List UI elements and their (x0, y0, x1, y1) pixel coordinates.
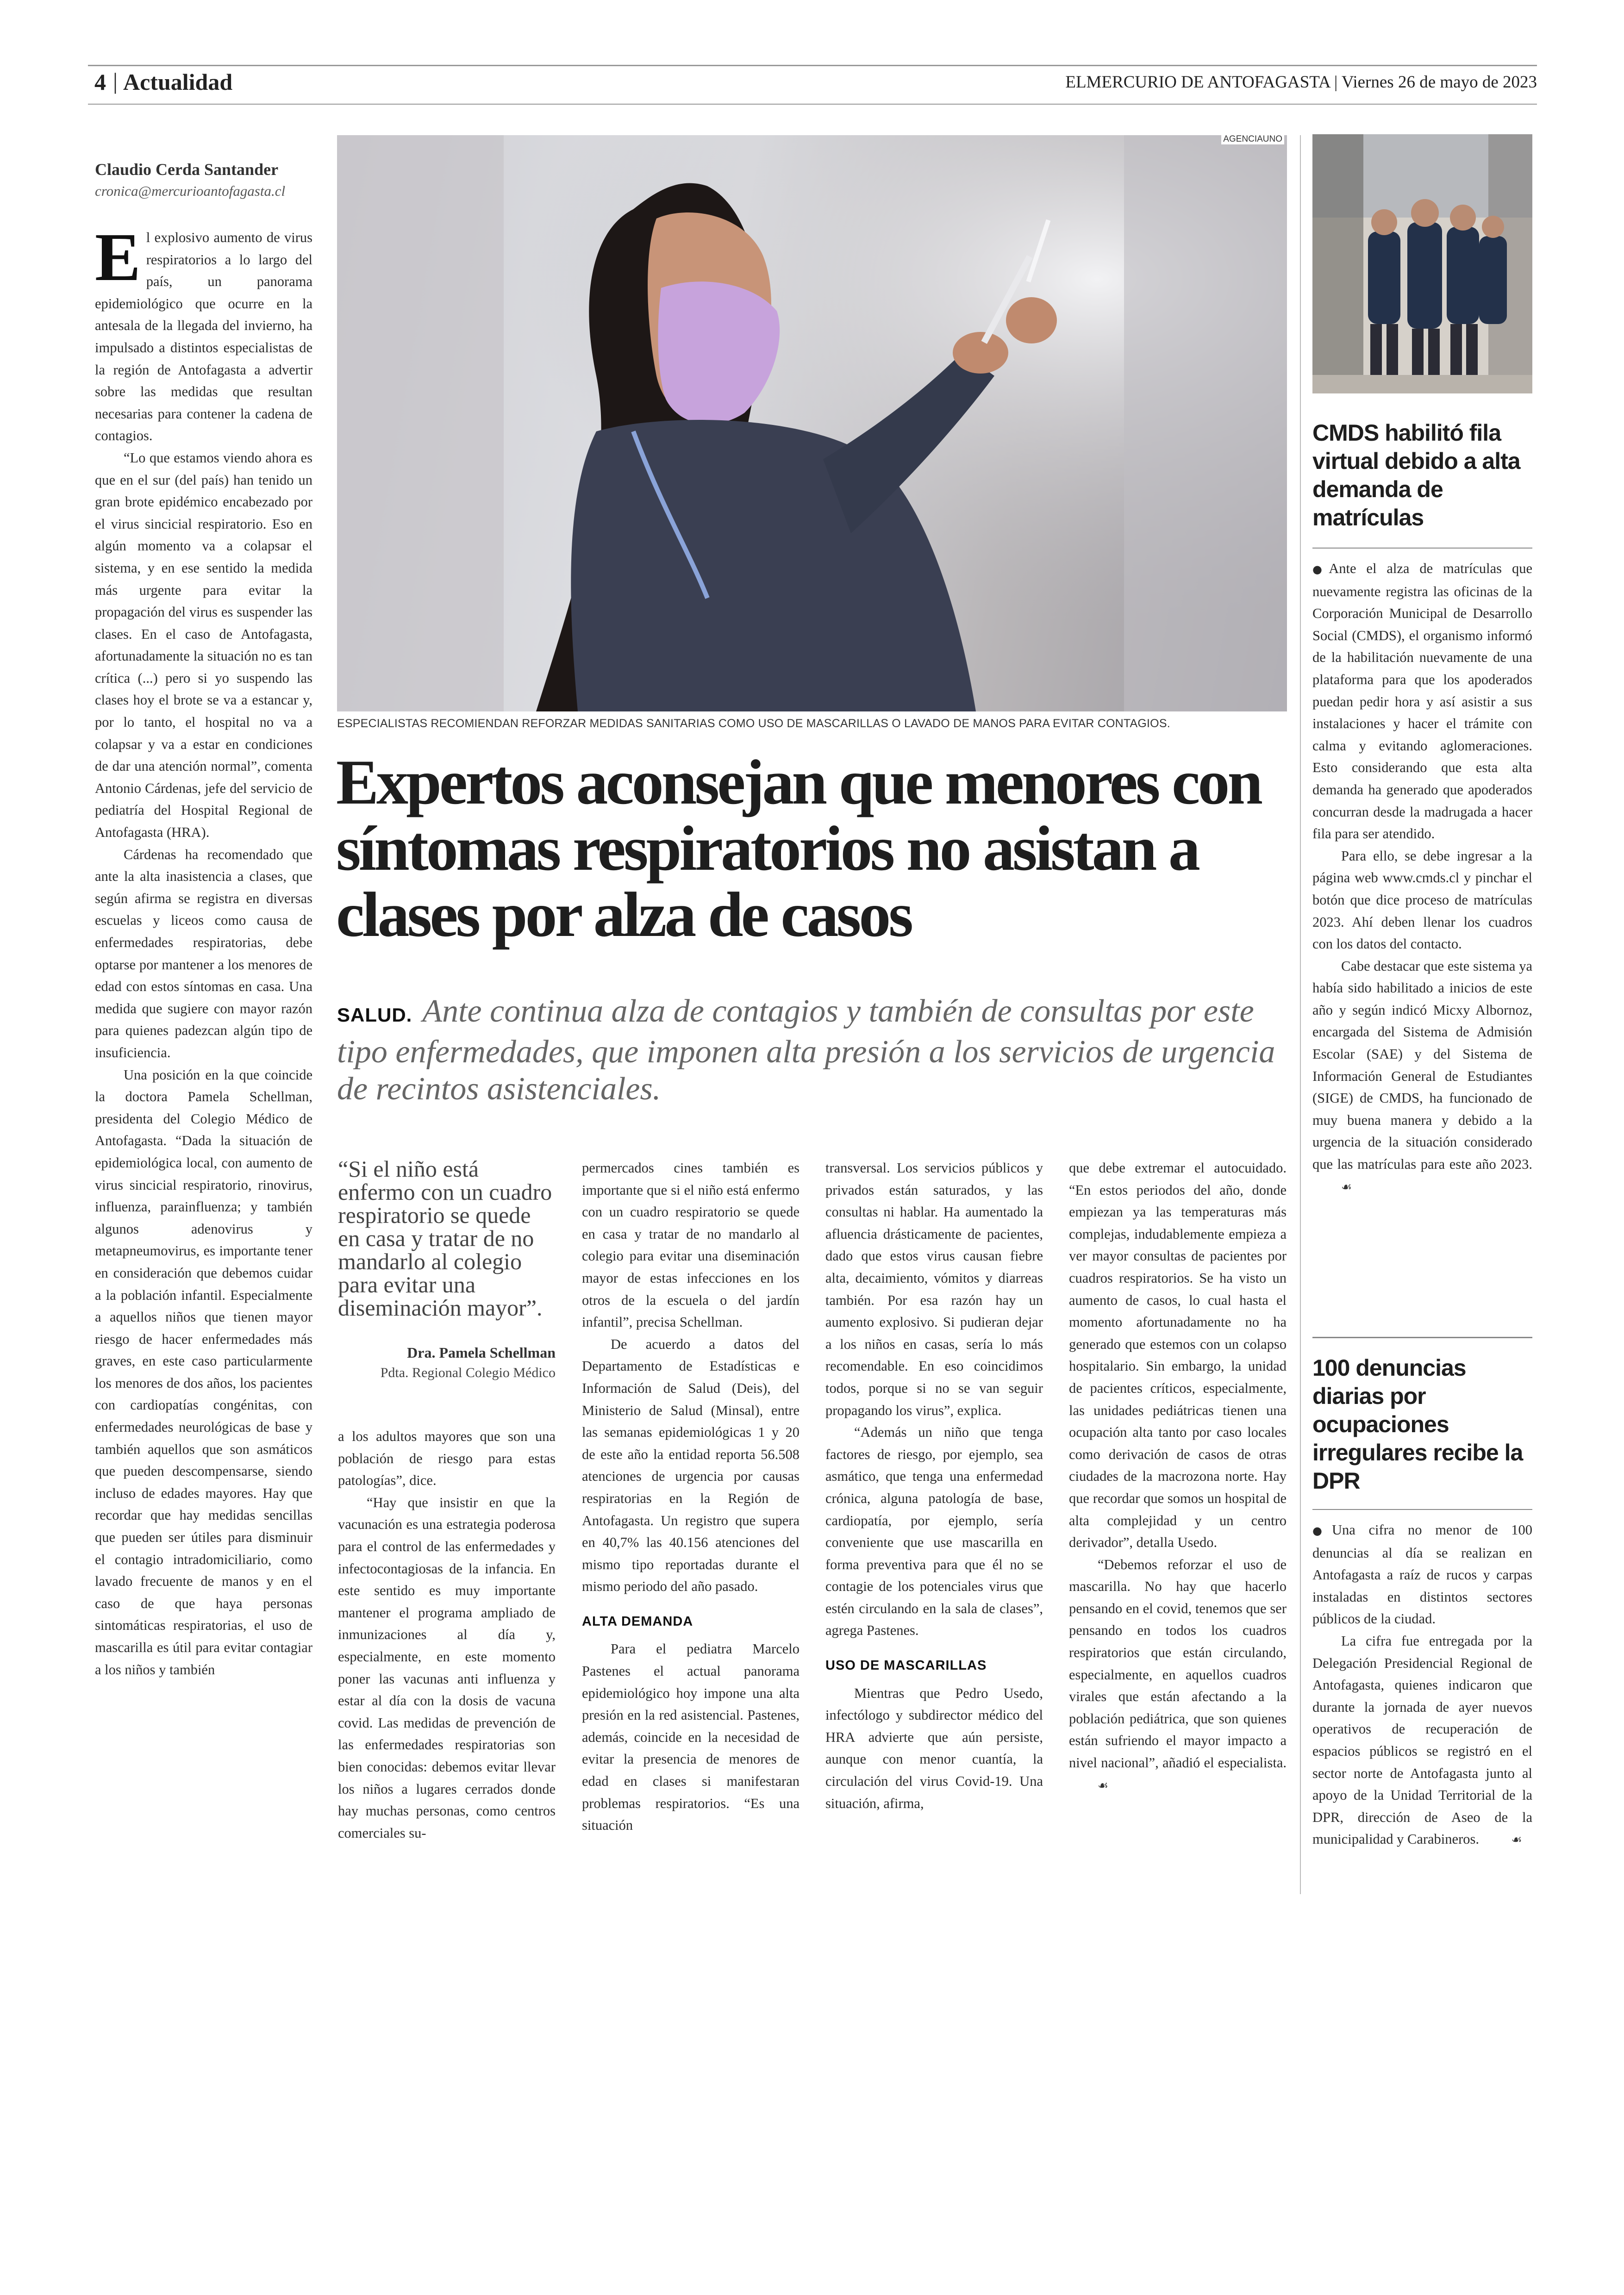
publication-info: ELMERCURIO DE ANTOFAGASTA | Viernes 26 de mayo de 2023 (1065, 73, 1537, 92)
paragraph (1312, 1519, 1532, 1630)
paragraph: “Lo que estamos viendo ahora es que en el sur (del país) han tenido un gran brote epidémico encabezado por el virus sincicial respiratorio. Eso en algún momento va a colapsar el sistema, y en ese sentido la medida más urgente para evitar la propagación del virus es suspender las clases. En el caso de Antofagasta, afortunadamente la situación no es tan crítica (...) pero si yo suspendo las clases hoy el brote se va a estancar y, por lo tanto, el hospital no va a colapsar y va a estar en condiciones de dar una atención normal”, comenta Antonio Cárdenas, jefe del servicio de pediatría del Hospital Regional de Antofagasta (HRA). (95, 449, 312, 841)
publication-name: ELMERCURIO DE ANTOFAGASTA (1065, 73, 1330, 92)
drop-cap: E (95, 219, 141, 295)
lead-label: SALUD. (337, 1004, 412, 1026)
sidebar-story-dpr (1312, 1354, 1532, 1852)
article-column-5 (1069, 1157, 1287, 1797)
sidebar2-headline: 100 denuncias diarias por ocupaciones irregulares recibe la DPR (1312, 1355, 1523, 1494)
article-column-4 (825, 1157, 1043, 1815)
bullet-icon: ● (1312, 563, 1329, 576)
main-photo (337, 135, 1287, 711)
sidebar1-rule (1312, 548, 1532, 549)
header-rule-top (88, 65, 1537, 66)
students-photo-illustration (1312, 134, 1532, 393)
sidebar2-body (1312, 1519, 1532, 1852)
paragraph-text: “Debemos reforzar el uso de mascarilla. No hay que hacerlo pensando en el covid, tenemos que ser pensando en todos los cuadros respiratorios que están circulando, especialmente, en aquellos cuadros virales que están afectando a la población pediátrica, que son quienes están sufriendo el mayor impacto a nivel nacional”, añadió el especialista. (1069, 1556, 1287, 1771)
sidebar2-rule (1312, 1509, 1532, 1510)
page-header (88, 65, 1537, 97)
sidebar-photo (1312, 134, 1532, 393)
page-number: 4 (94, 69, 106, 95)
paragraph (1312, 558, 1532, 845)
quote-text: “Si el niño está enfermo con un cuadro respiratorio se quede en casa y tratar de no mandarlo al colegio para evitar una diseminación mayor”. (338, 1156, 552, 1321)
article-column-3 (582, 1157, 800, 1837)
paragraph: a los adultos mayores que son una población de riesgo para estas patologías”, dice. (338, 1428, 556, 1489)
paragraph (1312, 955, 1532, 1199)
pull-quote (338, 1157, 556, 1381)
publication-date: Viernes 26 de mayo de 2023 (1341, 73, 1537, 92)
paragraph: que debe extremar el autocuidado. “En estos periodos del año, donde empiezan ya las temperaturas más complejas, indudablemente empieza a ver mayor consultas de pacientes por cuadros respiratorios. Se ha visto un aumento de casos, lo cual hasta el momento afortunadamente no ha generado que estemos con un colapso hospitalario. Sin embargo, la unidad de pacientes críticos, especialmente, las unidades pediátricas tienen una ocupación alta tanto por caso locales como derivación de casos de otras ciudades de la macrozona norte. Hay que recordar que somos un hospital de alta complejidad y un centro derivador”, detalla Usedo. (1069, 1160, 1287, 1551)
paragraph: permercados cines también es importante que si el niño está enfermo con un cuadro respiratorio se quede en casa y tratar de no mandarlo al colegio para evitar una diseminación mayor de estas infecciones en los otros de la escuela o del jardín infantil”, precisa Schellman. (582, 1160, 800, 1330)
sidebar-separator (1300, 135, 1301, 1894)
paragraph: Una posición en la que coincide la doctora Pamela Schellman, presidenta del Colegio Médico de Antofagasta. “Dada la situación de epidemiológica local, con aumento de virus sincicial respiratorio, rinovirus, influenza, parainfluenza; y también algunos adenovirus y metapneumovirus, es importante tener en consideración que debemos cuidar a la población infantil. Especialmente a aquellos niños que tienen mayor riesgo de hacer enfermedades más graves, en este caso particularmente los menores de dos años, los pacientes con cardiopatías congénitas, con enfermedades neurológicas de base y también aquellos que son asmáticos que pueden descompensarse, siendo incluso de edades mayores. Hay que recordar que hay medidas sencillas que pueden ser útiles para disminuir el contagio intradomiciliario, como lavado frecuente de manos y en el caso de que haya personas sintomáticas respiratorias, el uso de mascarilla es útil para evitar contagiar a los niños y también (95, 1066, 312, 1678)
paragraph: “Además un niño que tenga factores de riesgo, por ejemplo, sea asmático, que tenga una enfermedad crónica, alguna patología de base, cardiopatía, por ejemplo, sería conveniente que use mascarilla en forma preventiva para que él no se contagie de los potenciales virus que estén circulando en la sala de clases”, agrega Pastenes. (825, 1424, 1043, 1639)
bullet-icon: ● (1312, 1524, 1332, 1537)
photo-caption: ESPECIALISTAS RECOMIENDAN REFORZAR MEDIDAS SANITARIAS COMO USO DE MASCARILLAS O LAVADO DE MANOS PARA EVITAR CONTAGIOS. (337, 717, 1170, 730)
section-name: Actualidad (123, 69, 233, 95)
end-mark-icon: ☙ (1098, 1778, 1109, 1793)
end-mark-icon: ☙ (1341, 1180, 1352, 1194)
sidebar1-headline: CMDS habilitó fila virtual debido a alta demanda de matrículas (1312, 420, 1520, 530)
subhead-alta-demanda: ALTA DEMANDA (582, 1614, 693, 1629)
byline (95, 160, 317, 200)
subhead-uso-mascarillas: USO DE MASCARILLAS (825, 1658, 987, 1673)
paragraph: Mientras que Pedro Usedo, infectólogo y subdirector médico del HRA advierte que aún persiste, aunque con menor cuantía, la circulación del virus Covid-19. Una situación, afirma, (825, 1685, 1043, 1811)
paragraph: Para ello, se debe ingresar a la página web www.cmds.cl y pinchar el botón que dice proceso de matrículas 2023. Ahí deben llenar los cuadros con los datos del contacto. (1312, 848, 1532, 952)
paragraph-text: La cifra fue entregada por la Delegación Presidencial Regional de Antofagasta, quienes indicaron que durante la jornada de ayer nuevos operativos de recuperación de espacios públicos se registró en el sector norte de Antofagasta junto al apoyo de la Unidad Territorial de la DPR, dirección de Aseo de la municipalidad y Carabineros. (1312, 1633, 1532, 1847)
photo-credit: AGENCIAUNO (1221, 135, 1284, 144)
paragraph (1069, 1554, 1287, 1797)
sidebar-divider (1312, 1337, 1532, 1338)
sidebar1-body (1312, 558, 1532, 1198)
article-column-2 (338, 1426, 556, 1844)
byline-author: Claudio Cerda Santander (95, 160, 279, 179)
byline-email: cronica@mercurioantofagasta.cl (95, 183, 286, 199)
paragraph: l explosivo aumento de virus respiratorios a lo largo del país, un panorama epidemiológico que ocurre en la antesala de la llegada del invierno, ha impulsado a distintos especialistas de la región de Antofagasta a advertir sobre las medidas que resultan necesarias para contener la cadena de contagios. (95, 230, 312, 444)
paragraph: Para el pediatra Marcelo Pastenes el actual panorama epidemiológico hoy impone una alta presión en la red asistencial. Pastenes, además, coincide en la necesidad de evitar la presencia de menores de edad en clases si manifestaran problemas respiratorios. “Es una situación (582, 1641, 800, 1834)
quote-role: Pdta. Regional Colegio Médico (380, 1365, 556, 1380)
quote-name: Dra. Pamela Schellman (407, 1344, 556, 1361)
article-column-1 (95, 219, 312, 1681)
nurse-photo-illustration (337, 135, 1287, 711)
paragraph: transversal. Los servicios públicos y privados están saturados, y las consultas ni hablar. Ha aumentado la afluencia drásticamente de pacientes, dado que estos virus causan fiebre alta, decaimiento, vómitos y diarreas también. Por esa razón hay un aumento explosivo. Si pudieran dejar a los niños en casas, sería lo más recomendable. En eso coincidimos todos, porque si no se van seguir propagando los virus”, explica. (825, 1160, 1043, 1418)
paragraph: De acuerdo a datos del Departamento de Estadísticas e Información de Salud (Deis), del Ministerio de Salud (Minsal), entre las semanas epidemiológicas 1 y 20 de este año la entidad reporta 56.508 atenciones de urgencia por causas respiratorias en la Región de Antofagasta. Un registro que supera en 40,7% las 40.156 atenciones del mismo tipo reportadas durante el mismo periodo del año pasado. (582, 1336, 800, 1595)
header-rule-bottom (88, 104, 1537, 105)
paragraph-text: Cabe destacar que este sistema ya había sido habilitado a inicios de este año y según indicó Micxy Albornoz, encargada del Sistema de Admisión Escolar (SAE) y del Sistema de Información General de Estudiantes (SIGE) de CMDS, ha funcionado de muy buena manera y debido a la urgencia de la situación considerado que las matrículas para este año 2023. (1312, 958, 1532, 1172)
sidebar-story-cmds (1312, 419, 1532, 1198)
header-separator: | (113, 68, 118, 94)
paragraph: Cárdenas ha recomendado que ante la alta inasistencia a clases, que según afirma se registra en diversas escuelas y liceos como causa de enfermedades respiratorias, debe optarse por mantener a los menores de edad con estos síntomas en casa. Una medida que sugiere con mayor razón para quienes padezcan algún tipo de insuficiencia. (95, 846, 312, 1060)
paragraph-text: Una cifra no menor de 100 denuncias al día se realizan en Antofagasta a raíz de rucos y carpas instaladas en distintos sectores públicos de la ciudad. (1312, 1522, 1532, 1627)
paragraph: “Hay que insistir en que la vacunación es una estrategia poderosa para el control de las enfermedades y infectocontagiosas de la infancia. En este sentido es muy importante mantener el programa ampliado de inmunizaciones al día y, especialmente, en este momento poner las vacunas anti influenza y estar al día con la dosis de vacuna covid. Las medidas de prevención de las enfermedades respiratorias son bien conocidas: debemos evitar llevar los niños a lugares cerrados donde hay muchas personas, como centros comerciales su- (338, 1494, 556, 1841)
paragraph (1312, 1630, 1532, 1852)
paragraph-text: Ante el alza de matrículas que nuevamente registra las oficinas de la Corporación Municipal de Desarrollo Social (CMDS), el organismo informó de la habilitación nuevamente de una plataforma para que los apoderados puedan pedir hora y así asistir a sus instalaciones y hacer el trámite con calma y evitando aglomeraciones. Esto considerando que esta alta demanda ha generado que apoderados concurran desde la madrugada a hacer fila para ser atendido. (1312, 561, 1532, 842)
lead-text: Ante continua alza de contagios y también de consultas por este tipo enfermedades, que imponen alta presión a los servicios de urgencia de recintos asistenciales. (337, 993, 1275, 1107)
end-mark-icon: ☙ (1511, 1833, 1522, 1847)
lead (337, 993, 1291, 1108)
headline: Expertos aconsejan que menores con síntomas respiratorios no asistan a clases por alza de casos (336, 747, 1261, 950)
